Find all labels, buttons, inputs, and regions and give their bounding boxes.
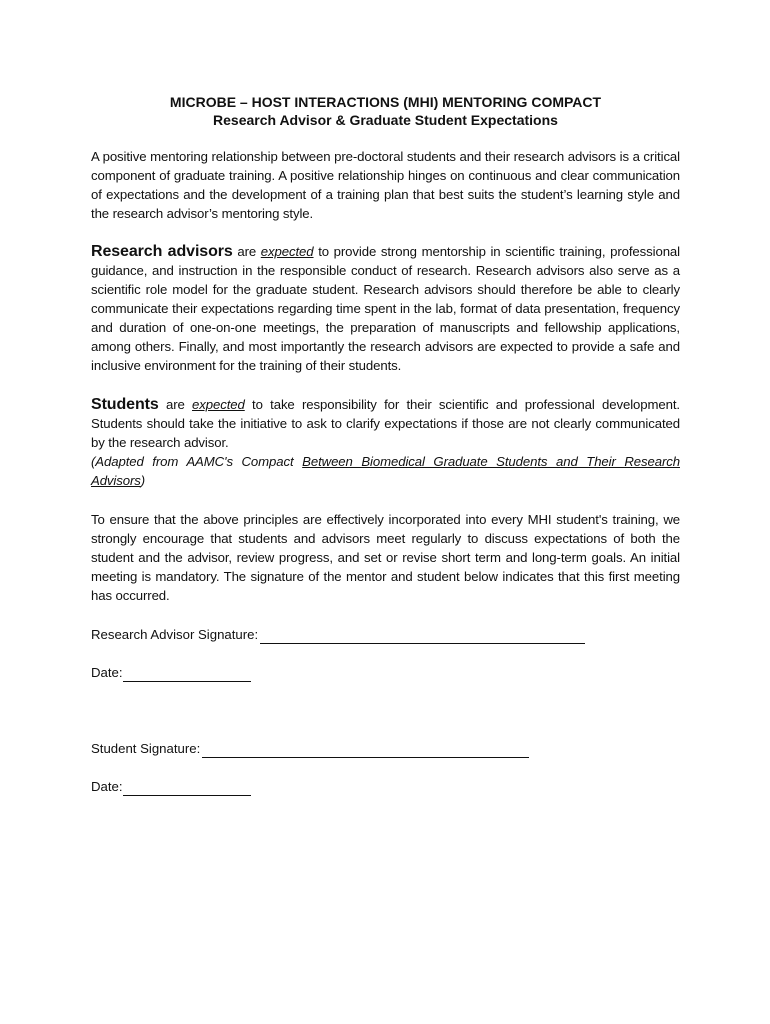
- student-date-label: Date:: [91, 779, 123, 794]
- advisors-paragraph: [91, 242, 680, 375]
- advisors-lead-term: Research advisors: [91, 243, 233, 260]
- title-subtitle: Research Advisor & Graduate Student Expectations: [213, 112, 558, 128]
- adapted-suffix: ): [140, 473, 146, 488]
- adapted-compact-title: Between Biomedical Graduate Students and Their Research Advisors: [91, 454, 680, 488]
- advisors-body-text: to provide strong mentorship in scientific training, professional guidance, and instruction in the responsible conduct of research. Research advisors also serve as a scientific role model for the graduate student. Research advisors should therefore be able to clearly communicate their expectations regarding time spent in the lab, format of data presentation, frequency and duration of one-on-one meetings, the preparation of manuscripts and fellowship applications, among others. Finally, and most importantly the research advisors are expected to provide a safe and inclusive environment for the training of their students.: [91, 244, 680, 373]
- students-body-text: to take responsibility for their scientific and professional development. Students should take the initiative to ask to clarify expectations if those are not clearly communicated by the research advisor.: [91, 397, 680, 450]
- document-body: [91, 93, 680, 796]
- advisor-signature-row: [91, 625, 680, 644]
- students-paragraph: [91, 395, 680, 452]
- students-lead-term: Students: [91, 396, 159, 413]
- student-date-row: [91, 777, 680, 796]
- advisors-are-text: are: [232, 244, 261, 259]
- student-signature-label: Student Signature:: [91, 741, 201, 756]
- intro-paragraph: A positive mentoring relationship between pre-doctoral students and their research advisors is a critical component of graduate training. A positive relationship hinges on continuous and clear communication of expectations and the development of a training plan that best suits the student’s learning style and the research advisor’s mentoring style.: [91, 149, 680, 221]
- student-signature-line[interactable]: [202, 742, 529, 758]
- student-signature-row: [91, 739, 680, 758]
- advisor-signature-line[interactable]: [260, 628, 585, 644]
- student-date-line[interactable]: [123, 780, 251, 796]
- advisor-date-line[interactable]: [123, 666, 251, 682]
- students-expected-emphasis: expected: [192, 397, 245, 412]
- advisors-expected-emphasis: expected: [260, 244, 314, 259]
- advisor-date-label: Date:: [91, 665, 123, 680]
- adapted-prefix: (Adapted from AAMC's Compact: [91, 454, 303, 469]
- students-are-text: are: [158, 397, 193, 412]
- adapted-citation: [91, 452, 680, 490]
- title-main: MICROBE – HOST INTERACTIONS (MHI) MENTORING COMPACT: [169, 94, 602, 110]
- document-title: [91, 93, 680, 129]
- advisor-date-row: [91, 663, 680, 682]
- advisor-signature-label: Research Advisor Signature:: [91, 627, 259, 642]
- ensure-paragraph: To ensure that the above principles are effectively incorporated into every MHI student's training, we strongly encourage that students and advisors meet regularly to discuss expectations of both the student and the advisor, review progress, and set or revise short term and long-term goals. An initial meeting is mandatory. The signature of the mentor and student below indicates that this first meeting has occurred.: [91, 512, 680, 603]
